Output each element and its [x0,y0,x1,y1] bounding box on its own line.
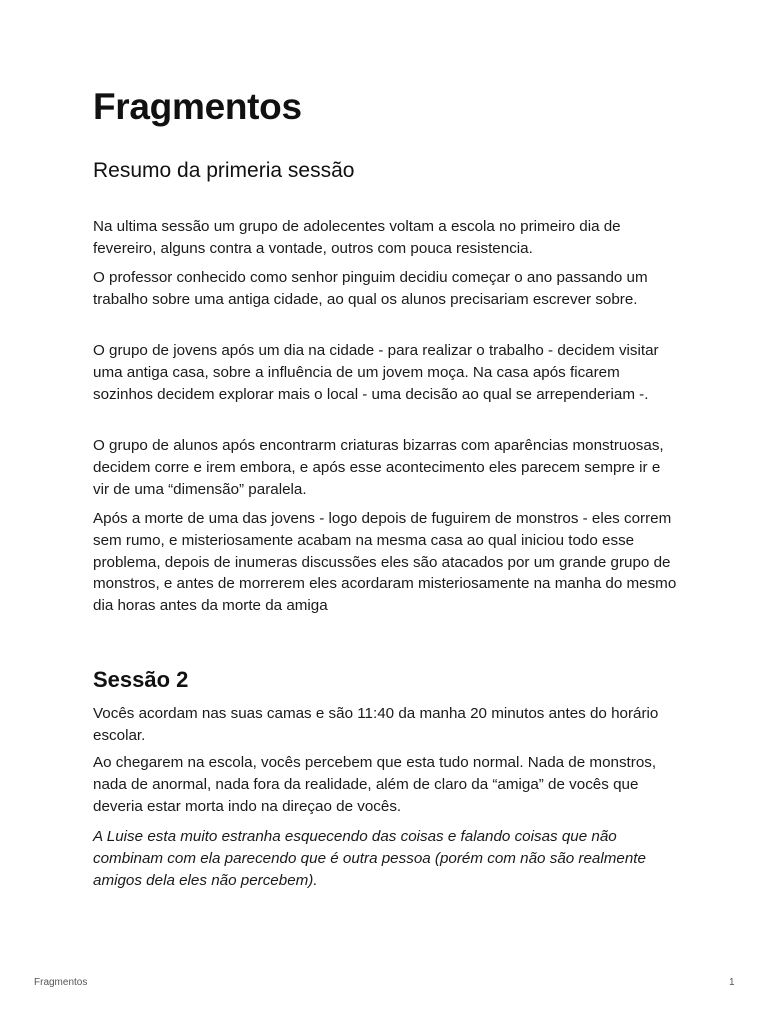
section-2-heading: Sessão 2 [93,667,189,692]
footer-page-number: 1 [729,977,735,988]
section-1-paragraph-3: O grupo de jovens após um dia na cidade - para realizar o trabalho - decidem visitar uma antiga casa, sobre a influência de um jovem moça. Na casa após ficarem sozinhos decidem explorar mais o local - uma decisão ao qual se arrependeriam -. [93,342,659,403]
section-1-paragraph-1: Na ultima sessão um grupo de adolecentes voltam a escola no primeiro dia de fevereiro, alguns contra a vontade, outros com pouca resistencia. [93,218,621,257]
section-1-paragraph-5: Após a morte de uma das jovens - logo depois de fuguirem de monstros - eles correm sem rumo, e misteriosamente acabam na mesma casa ao qual iniciou todo esse problema, depois de inumeras discussões eles são atacados por um grande grupo de monstros, e antes de morrerem eles acordaram misteriosamente na manha do mesmo dia horas antes da morte da amiga [93,510,677,615]
section-1-paragraph-2: O professor conhecido como senhor pinguim decidiu começar o ano passando um trabalho sobre uma antiga cidade, ao qual os alunos precisariam escrever sobre. [93,269,648,308]
section-2-italic-paragraph: A Luise esta muito estranha esquecendo das coisas e falando coisas que não combinam com ela parecendo que é outra pessoa (porém com não são realmente amigos dela eles não percebem). [93,828,646,889]
document-title: Fragmentos [93,86,302,127]
section-2-paragraph-1: Vocês acordam nas suas camas e são 11:40 da manha 20 minutos antes do horário escolar. [93,705,659,744]
section-1-heading: Resumo da primeria sessão [93,159,355,182]
section-2-paragraph-2: Ao chegarem na escola, vocês percebem que esta tudo normal. Nada de monstros, nada de anormal, nada fora da realidade, além de claro da “amiga” de vocês que deveria estar morta indo na direçao de vocês. [93,754,657,815]
footer-title: Fragmentos [34,977,88,988]
section-1-paragraph-4: O grupo de alunos após encontrarm criaturas bizarras com aparências monstruosas, decidem corre e irem embora, e após esse acontecimento eles parecem sempre ir e vir de uma “dimensão” paralela. [93,437,664,498]
